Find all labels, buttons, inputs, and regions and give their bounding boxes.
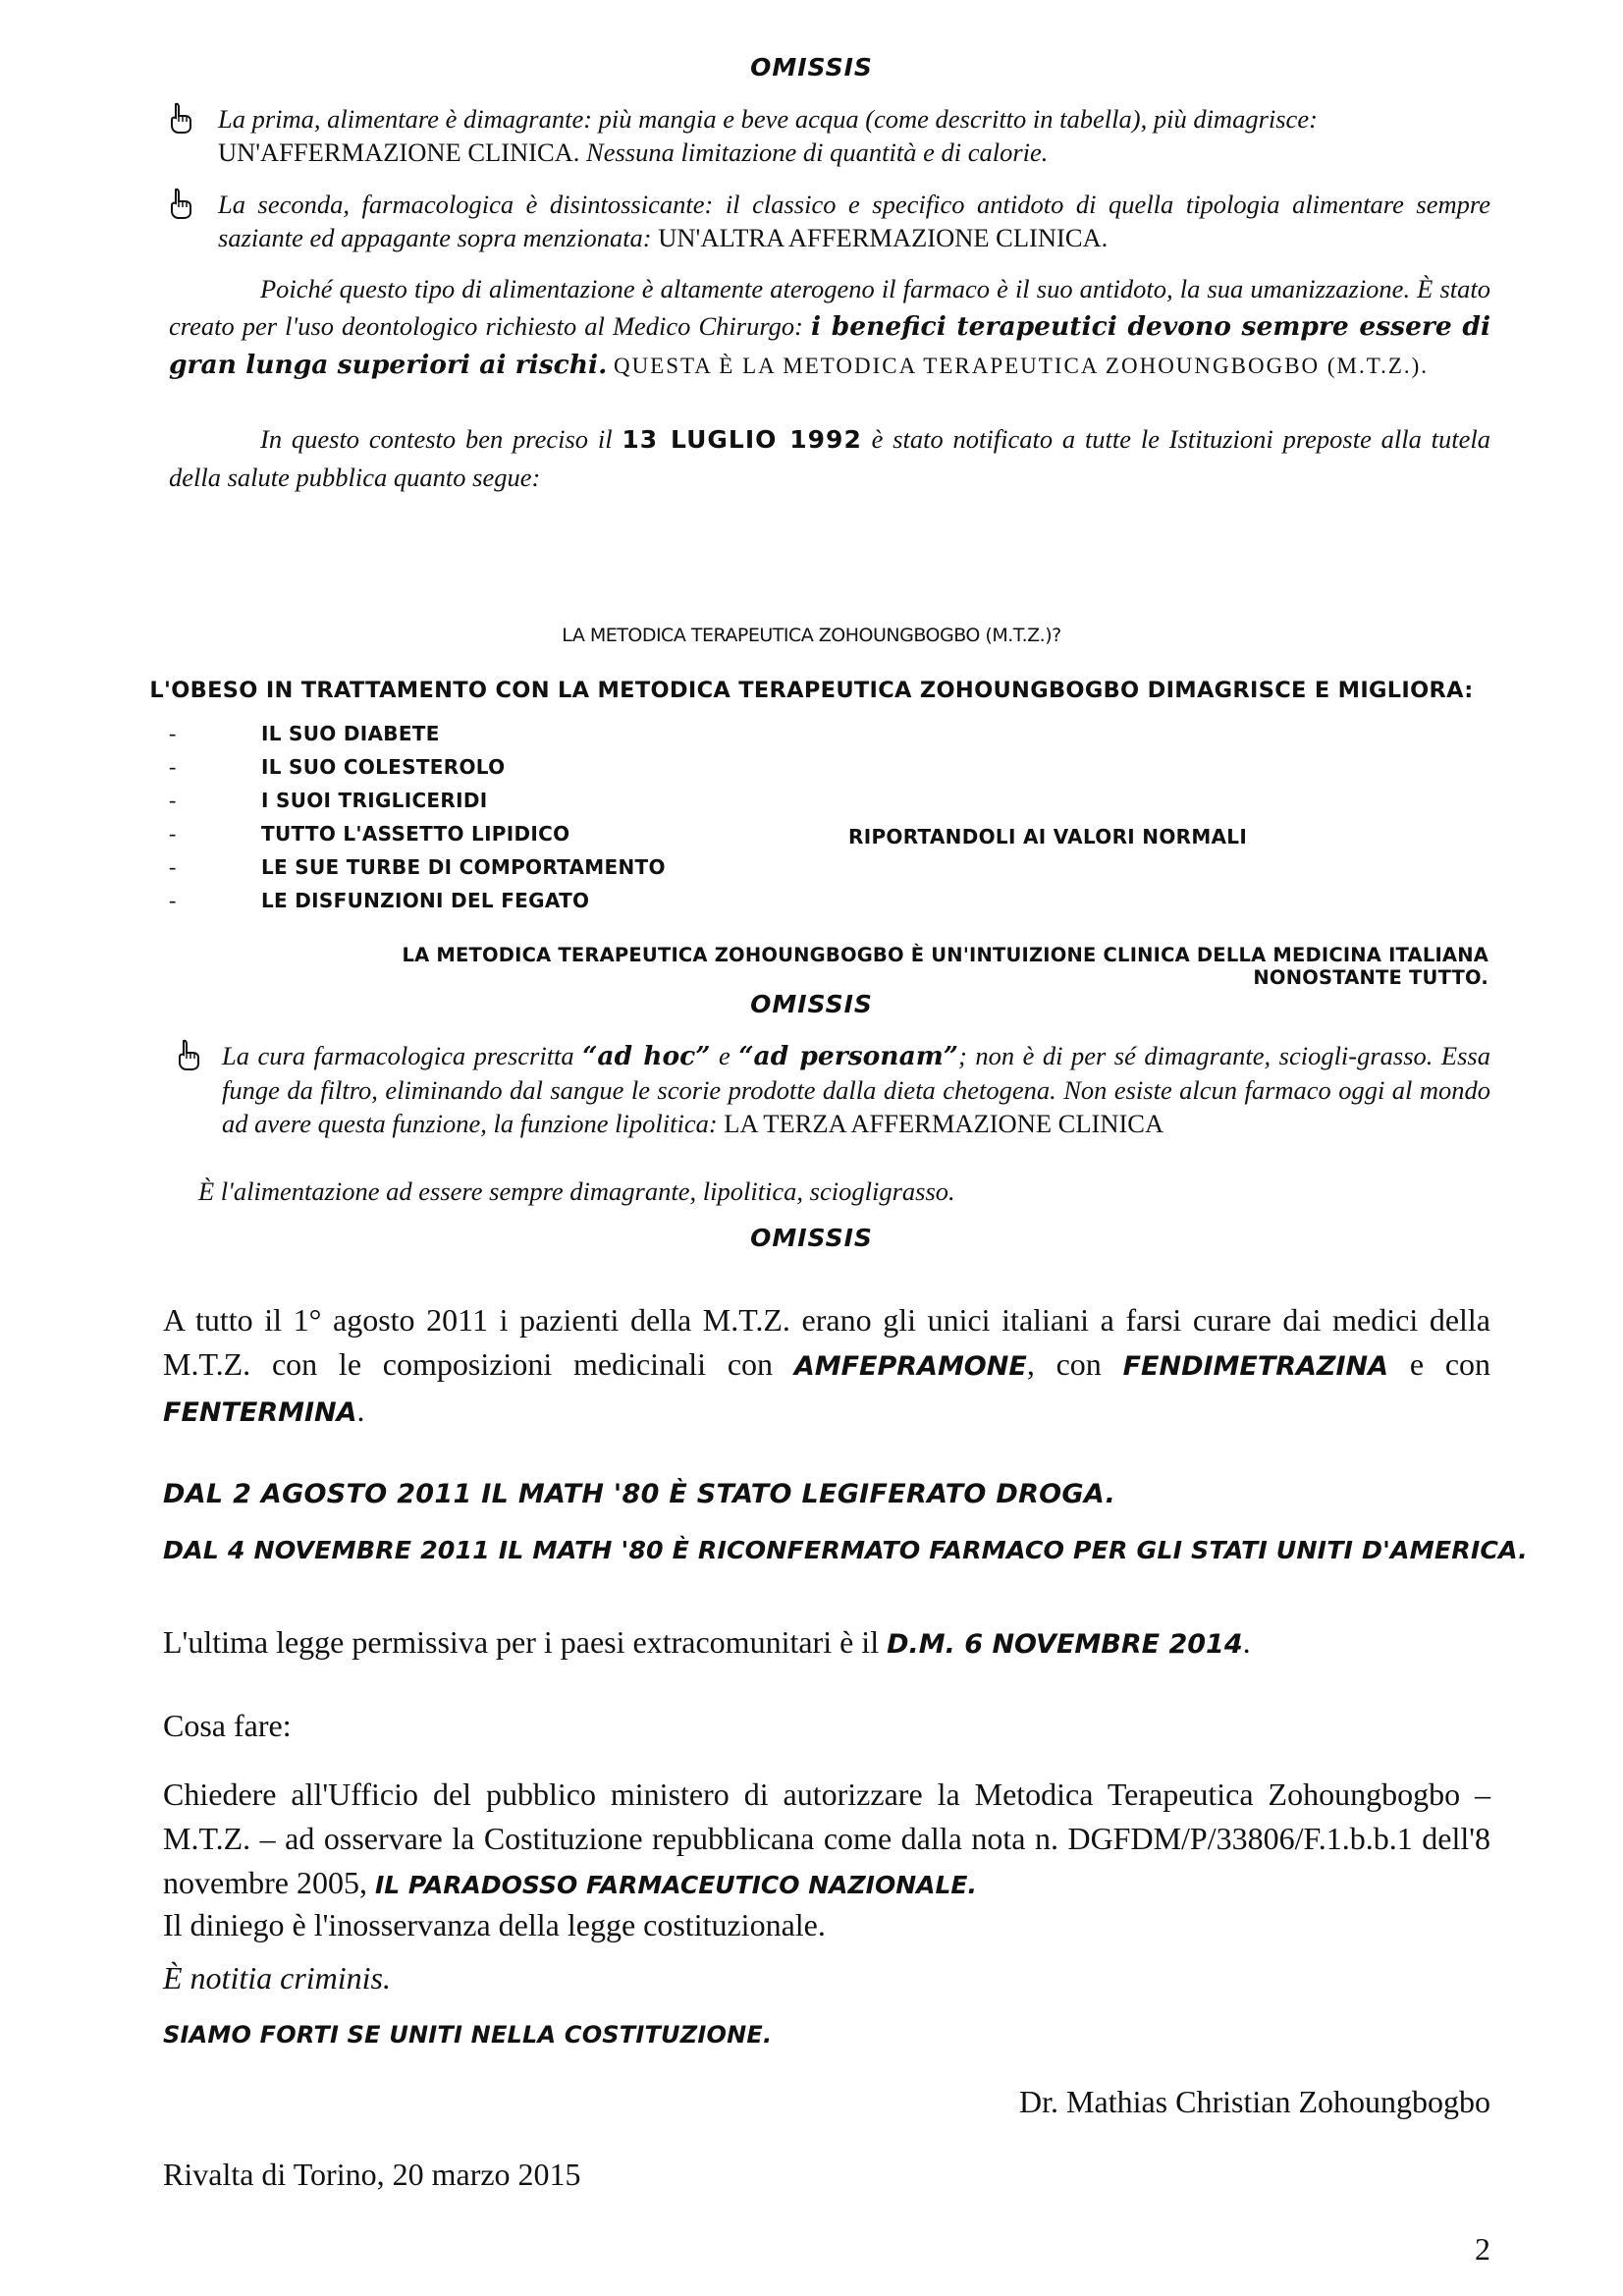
page-number: 2	[1475, 2231, 1490, 2267]
bullet3-e: e	[719, 1041, 730, 1070]
law-pre: L'ultima legge permissiva per i paesi extracomunitari è il	[163, 1624, 880, 1660]
bullet1-caps: UN'AFFERMAZIONE CLINICA.	[218, 137, 580, 167]
list-item: IL SUO DIABETE	[261, 722, 440, 745]
list-item: LE DISFUNZIONI DEL FEGATO	[261, 889, 590, 912]
para2-date: 13 LUGLIO 1992	[622, 425, 862, 454]
para3-and: e con	[1409, 1346, 1491, 1382]
pointing-hand-icon	[175, 1039, 202, 1070]
bold-line-usa: DAL 4 NOVEMBRE 2011 IL MATH '80 È RICONFERMATO FARMACO PER GLI STATI UNITI D'AMERICA.	[163, 1536, 1528, 1564]
para1-smallcaps: QUESTA È LA METODICA TERAPEUTICA ZOHOUNGBOGBO (M.T.Z.).	[613, 354, 1430, 378]
mtz-subtitle: L'OBESO IN TRATTAMENTO CON LA METODICA TERAPEUTICA ZOHOUNGBOGBO DIMAGRISCE E MIGLIORA:	[149, 678, 1474, 703]
bullet-paragraph-2	[218, 188, 1490, 254]
bullet3-pre: La cura farmacologica prescritta	[222, 1041, 574, 1070]
list-dash: -	[169, 821, 177, 846]
list-dash: -	[169, 854, 177, 879]
paragraph-contesto	[169, 420, 1490, 496]
pointing-hand-icon	[167, 102, 194, 134]
omissis-heading-lower: OMISSIS	[750, 1224, 873, 1252]
bullet1-italic: La prima, alimentare è dimagrante: più mangia e beve acqua (come descritto in tabella), più dimagrisce:	[218, 104, 1318, 134]
drug-fendimetrazina: FENDIMETRAZINA	[1122, 1351, 1389, 1382]
list-dash: -	[169, 721, 177, 745]
para1-script: i benefici terapeutici devono sempre essere di gran lunga superiori ai rischi.	[169, 311, 1491, 380]
bold-line-drug: DAL 2 AGOSTO 2011 IL MATH '80 È STATO LEGIFERATO DROGA.	[163, 1479, 1116, 1509]
para3-pre: A tutto il 1° agosto 2011 i pazienti della M.T.Z. erano gli unici italiani a farsi curare dai medici della M.T.Z. con le composizioni medicinali con	[163, 1302, 1490, 1382]
place-date: Rivalta di Torino, 20 marzo 2015	[163, 2157, 581, 2192]
list-dash: -	[169, 754, 177, 779]
cosa-fare: Cosa fare:	[163, 1708, 292, 1743]
pointing-hand-icon	[167, 188, 194, 219]
bullet3-adhoc: “ad hoc”	[582, 1041, 711, 1071]
drug-fentermina: FENTERMINA	[163, 1397, 357, 1428]
notitia-criminis: È notitia criminis.	[163, 1960, 391, 1995]
bullet3-caps: LA TERZA AFFERMAZIONE CLINICA	[724, 1109, 1164, 1138]
intuition-statement: LA METODICA TERAPEUTICA ZOHOUNGBOGBO È UN'INTUIZIONE CLINICA DELLA MEDICINA ITALIANA NONOSTANTE TUTTO.	[402, 944, 1488, 989]
list-item: LE SUE TURBE DI COMPORTAMENTO	[261, 855, 666, 879]
list-side-note: RIPORTANDOLI AI VALORI NORMALI	[848, 825, 1248, 848]
list-dash: -	[169, 788, 177, 812]
para3-mid: , con	[1026, 1346, 1102, 1382]
bullet1-tail: Nessuna limitazione di quantità e di calorie.	[586, 137, 1049, 167]
paragraph-pazienti	[163, 1298, 1490, 1435]
para2-post: è stato notificato a tutte le Istituzioni preposte alla tutela della salute pubblica quanto segue:	[169, 424, 1491, 492]
bullet2-caps: UN'ALTRA AFFERMAZIONE CLINICA.	[658, 223, 1109, 252]
bullet3-last-line: È l'alimentazione ad essere sempre dimagrante, lipolitica, sciogligrasso.	[198, 1176, 955, 1206]
bullet3-post: ; non è di per sé dimagrante, sciogli-grasso. Essa funge da filtro, eliminando dal sangue le scorie prodotte dalla dieta chetogena. Non esiste alcun farmaco oggi al mondo ad avere questa funzione, la funzione lipolitica:	[222, 1041, 1490, 1138]
para3-end: .	[356, 1393, 365, 1428]
para1-italic: Poiché questo tipo di alimentazione è altamente aterogeno il farmaco è il suo antidoto, la sua umanizzazione. È stato creato per l'uso deontologico richiesto al Medico Chirurgo:	[169, 274, 1490, 341]
law-bold: D.M. 6 NOVEMBRE 2014	[887, 1629, 1243, 1660]
bullet2-italic: La seconda, farmacologica è disintossicante: il classico e specifico antidoto di quella tipologia alimentare sempre saziante ed appagante sopra menzionata:	[218, 190, 1490, 252]
omissis-heading-middle: OMISSIS	[750, 990, 873, 1018]
signature: Dr. Mathias Christian Zohoungbogbo	[1019, 2084, 1490, 2119]
paragraph-chiedere	[163, 1773, 1490, 1907]
bullet-paragraph-3	[222, 1039, 1490, 1140]
omissis-heading-top: OMISSIS	[750, 53, 873, 82]
list-item: I SUOI TRIGLICERIDI	[261, 789, 488, 812]
drug-amfepramone: AMFEPRAMONE	[793, 1351, 1027, 1382]
chiedere-bold: IL PARADOSSO FARMACEUTICO NAZIONALE.	[374, 1871, 977, 1899]
para2-pre: In questo contesto ben preciso il	[260, 424, 613, 454]
mtz-title: LA METODICA TERAPEUTICA ZOHOUNGBOGBO (M.T.Z.)?	[562, 625, 1061, 646]
chiedere-text: Chiedere all'Ufficio del pubblico ministero di autorizzare la Metodica Terapeutica Zohoungbogbo – M.T.Z. – ad osservare la Costituzione repubblicana come dalla nota n. DGFDM/P/33806/F.1.b.b.1 dell'8 novembre 2005,	[163, 1777, 1490, 1900]
motto: SIAMO FORTI SE UNITI NELLA COSTITUZIONE.	[163, 2021, 773, 2049]
diniego: Il diniego è l'inosservanza della legge costituzionale.	[163, 1907, 826, 1942]
law-end: .	[1242, 1624, 1251, 1660]
list-item: IL SUO COLESTEROLO	[261, 755, 506, 779]
paragraph-aterogeno	[169, 270, 1490, 385]
bullet-paragraph-1	[218, 102, 1494, 169]
list-item: TUTTO L'ASSETTO LIPIDICO	[261, 822, 570, 846]
list-dash: -	[169, 888, 177, 912]
law-line	[163, 1620, 1251, 1667]
bullet3-adpersonam: “ad personam”	[738, 1041, 959, 1071]
